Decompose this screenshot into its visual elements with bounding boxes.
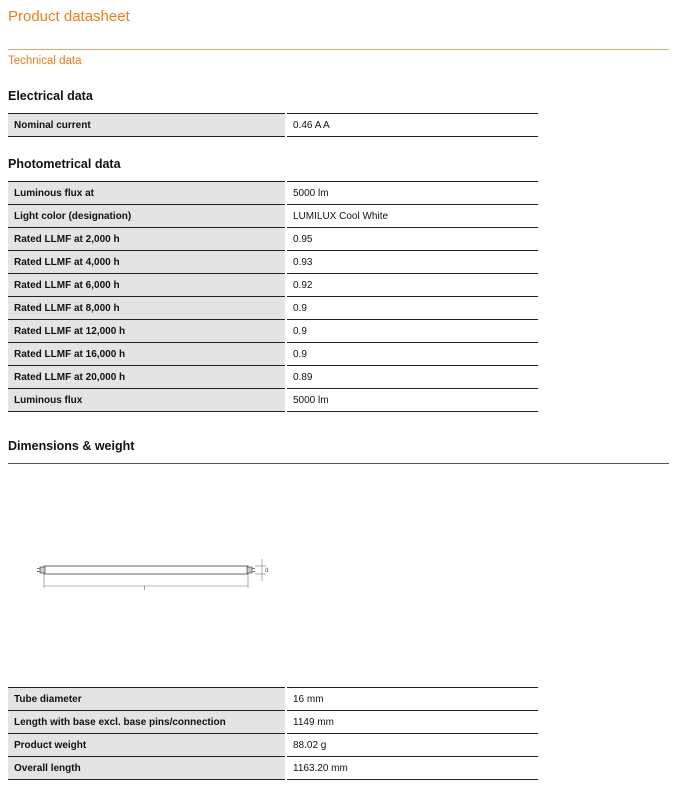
table-row bbox=[8, 274, 538, 297]
row-value: 0.9 bbox=[286, 297, 538, 320]
row-label: Nominal current bbox=[8, 114, 286, 137]
electrical-section-title: Electrical data bbox=[8, 89, 93, 103]
table-row bbox=[8, 251, 538, 274]
table-row bbox=[8, 711, 538, 734]
row-label: Overall length bbox=[8, 757, 286, 780]
photometrical-table bbox=[8, 181, 538, 412]
tube-cap-right bbox=[247, 567, 252, 573]
row-label: Light color (designation) bbox=[8, 205, 286, 228]
row-label: Length with base excl. base pins/connection bbox=[8, 711, 286, 734]
row-value: 5000 lm bbox=[286, 182, 538, 205]
row-value: 88.02 g bbox=[286, 734, 538, 757]
row-label: Luminous flux at bbox=[8, 182, 286, 205]
electrical-table bbox=[8, 113, 538, 137]
row-label: Rated LLMF at 2,000 h bbox=[8, 228, 286, 251]
row-label: Tube diameter bbox=[8, 688, 286, 711]
row-value: 0.93 bbox=[286, 251, 538, 274]
photometrical-section-title: Photometrical data bbox=[8, 157, 121, 171]
table-row bbox=[8, 114, 538, 137]
page-title: Product datasheet bbox=[8, 8, 130, 25]
header-divider bbox=[8, 49, 669, 50]
row-value: 0.9 bbox=[286, 320, 538, 343]
row-label: Product weight bbox=[8, 734, 286, 757]
row-value: 16 mm bbox=[286, 688, 538, 711]
row-value: 1149 mm bbox=[286, 711, 538, 734]
table-row bbox=[8, 734, 538, 757]
length-label: l bbox=[144, 586, 146, 592]
row-label: Rated LLMF at 16,000 h bbox=[8, 343, 286, 366]
section-subtitle: Technical data bbox=[8, 55, 82, 67]
tube-dimension-drawing bbox=[36, 556, 276, 592]
table-row bbox=[8, 757, 538, 780]
row-label: Luminous flux bbox=[8, 389, 286, 412]
dimensions-section-title: Dimensions & weight bbox=[8, 439, 135, 453]
table-row bbox=[8, 343, 538, 366]
row-value: 0.95 bbox=[286, 228, 538, 251]
row-value: 0.46 A A bbox=[286, 114, 538, 137]
table-row bbox=[8, 688, 538, 711]
table-row bbox=[8, 205, 538, 228]
dimensions-divider bbox=[8, 463, 669, 464]
row-label: Rated LLMF at 6,000 h bbox=[8, 274, 286, 297]
dimensions-table bbox=[8, 687, 538, 780]
table-row bbox=[8, 320, 538, 343]
table-row bbox=[8, 228, 538, 251]
row-value: 0.92 bbox=[286, 274, 538, 297]
tube-body bbox=[44, 566, 248, 574]
table-row bbox=[8, 297, 538, 320]
row-value: 5000 lm bbox=[286, 389, 538, 412]
table-row bbox=[8, 389, 538, 412]
row-label: Rated LLMF at 8,000 h bbox=[8, 297, 286, 320]
tube-cap-left bbox=[40, 567, 45, 573]
row-value: 0.9 bbox=[286, 343, 538, 366]
row-label: Rated LLMF at 4,000 h bbox=[8, 251, 286, 274]
row-label: Rated LLMF at 12,000 h bbox=[8, 320, 286, 343]
table-row bbox=[8, 182, 538, 205]
row-value: 0.89 bbox=[286, 366, 538, 389]
row-value: 1163.20 mm bbox=[286, 757, 538, 780]
table-row bbox=[8, 366, 538, 389]
diameter-label: d bbox=[265, 568, 269, 574]
row-value: LUMILUX Cool White bbox=[286, 205, 538, 228]
row-label: Rated LLMF at 20,000 h bbox=[8, 366, 286, 389]
